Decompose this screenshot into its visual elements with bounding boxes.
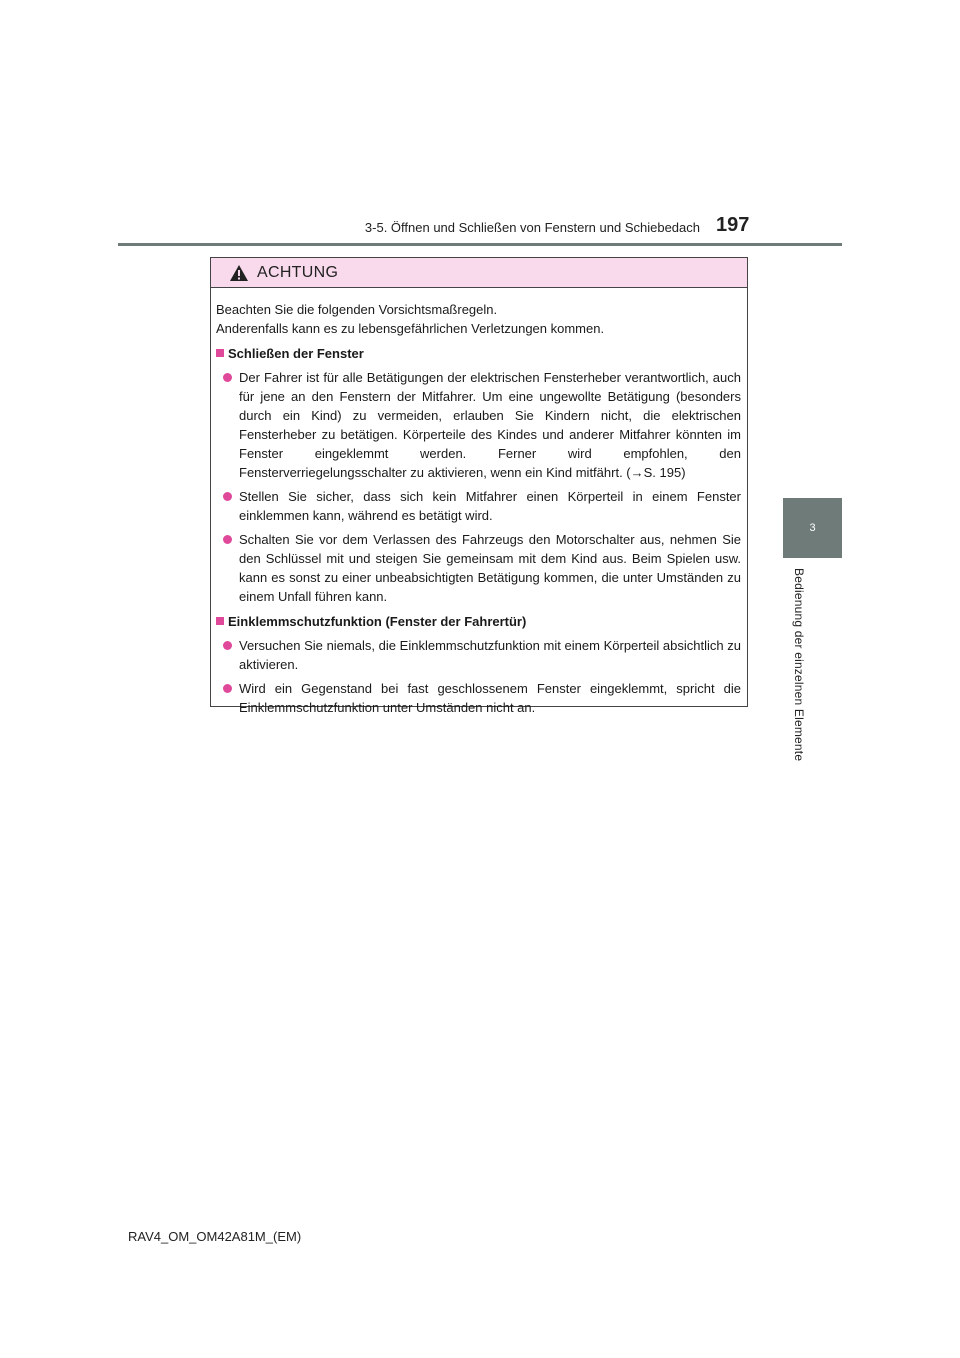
chapter-number: 3: [809, 522, 816, 534]
caution-body: [211, 288, 747, 717]
intro-line: Beachten Sie die folgenden Vorsichtsmaßregeln.: [216, 302, 498, 317]
square-bullet-icon: [216, 617, 224, 625]
page-number: 197: [716, 214, 750, 236]
chapter-label: Bedienung der einzelnen Elemente: [792, 568, 806, 762]
list-item-text: Der Fahrer ist für alle Betätigungen der elektrischen Fensterheber verantwortlich, auch für jene an den Fenstern der Mitfahrer. Um eine ungewollte Betätigung (besonders durch ein Kind) zu vermeiden, erlauben Sie Kindern nicht, die elektrischen Fensterheber zu betätigen. Körperteile des Kindes und anderer Mitfahrer könnten im Fenster eingeklemmt werden. Ferner wird empfohlen, den Fensterverriegelungsschalter zu aktivieren, wenn ein Kind mitfährt. (→S. 195): [239, 370, 741, 480]
caution-intro: [216, 300, 741, 338]
circle-bullet-icon: [223, 373, 232, 382]
intro-line: Anderenfalls kann es zu lebensgefährlichen Verletzungen kommen.: [216, 321, 605, 336]
header-divider: [118, 243, 842, 246]
list-item: [216, 487, 741, 525]
section-heading: [216, 612, 741, 631]
circle-bullet-icon: [223, 641, 232, 650]
section-closing-windows: [216, 344, 741, 606]
square-bullet-icon: [216, 349, 224, 357]
caution-box: [210, 257, 748, 715]
section-jam-protection: [216, 612, 741, 717]
circle-bullet-icon: [223, 492, 232, 501]
list-item: [216, 530, 741, 606]
section-title: 3-5. Öffnen und Schließen von Fenstern und Schiebedach: [364, 220, 700, 235]
circle-bullet-icon: [223, 535, 232, 544]
caution-header: [211, 258, 747, 288]
section-heading-text: Schließen der Fenster: [228, 346, 364, 361]
section-heading-text: Einklemmschutzfunktion (Fenster der Fahrertür): [228, 614, 527, 629]
list-item-text: Schalten Sie vor dem Verlassen des Fahrzeugs den Motorschalter aus, nehmen Sie den Schlüssel mit und steigen Sie gemeinsam mit dem Kind aus. Beim Spielen usw. kann es sonst zu einer unbeabsichtigten Betätigung kommen, die unter Umständen zu einem Unfall führen kann.: [239, 532, 741, 604]
chapter-tab: [783, 498, 842, 558]
list-item-text: Wird ein Gegenstand bei fast geschlossenem Fenster eingeklemmt, spricht die Einklemmschutzfunktion unter Umständen nicht an.: [239, 681, 741, 715]
circle-bullet-icon: [223, 684, 232, 693]
document-code: RAV4_OM_OM42A81M_(EM): [128, 1229, 302, 1244]
section-heading: [216, 344, 741, 363]
warning-triangle-icon: [229, 264, 249, 282]
list-item: [216, 679, 741, 717]
list-item-text: Stellen Sie sicher, dass sich kein Mitfahrer einen Körperteil in einem Fenster einklemmen kann, während es betätigt wird.: [239, 489, 741, 523]
list-item: [216, 368, 741, 482]
caution-title: ACHTUNG: [257, 263, 339, 281]
list-item-text: Versuchen Sie niemals, die Einklemmschutzfunktion mit einem Körperteil absichtlich zu aktivieren.: [239, 638, 741, 672]
list-item: [216, 636, 741, 674]
